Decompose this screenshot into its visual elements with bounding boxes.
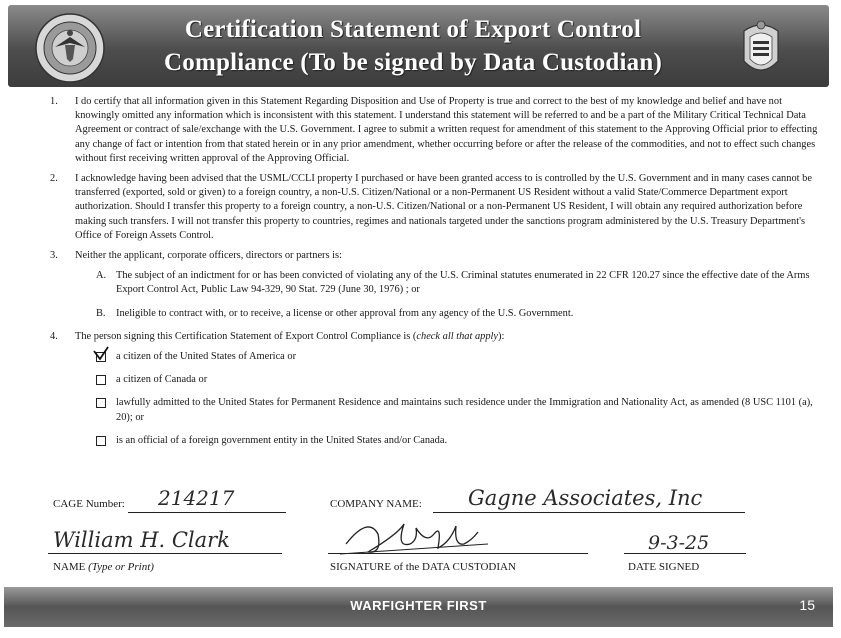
sub-item-a <box>30 269 820 297</box>
item-number: 2. <box>50 173 58 185</box>
checkbox-label: a citizen of the United States of America or <box>116 351 297 363</box>
checkbox-permanent-resident[interactable] <box>30 396 820 424</box>
checkmark-icon <box>92 346 110 362</box>
company-name-value[interactable]: Gagne Associates, Inc <box>468 486 703 510</box>
item-number: 1. <box>50 96 58 107</box>
title-banner <box>8 5 829 87</box>
checkbox-label: lawfully admitted to the United States for Permanent Residence and maintains such residence under the Immigration and Nationality Act, as amended (8 USC 1101 (a), 20); or <box>116 397 813 423</box>
sub-item-letter: B. <box>96 307 106 319</box>
statement-item-1 <box>30 95 820 166</box>
checkbox-box[interactable] <box>96 436 106 446</box>
item-text: I do certify that all information given in this Statement Regarding Disposition and Use of Property is true and correct to the best of my knowledge and belief and have not knowingly omitted any information which is inconsistent with this statement. I understand this statement will be referred to and be a part of the Military Critical Technical Data Agreement or contract of sale/exchange with the U.S. Government. I agree to submit a written request for amendment of this statement to the Approving Official prior to effecting any change of fact or intention from that stated herein or in any prior amendment, whether occurring before or after the release of the commodities, and not to effect such changes without first receiving written approval of the Approving Official. <box>75 96 818 164</box>
sub-item-letter: A. <box>96 270 107 282</box>
company-name-label: COMPANY NAME: <box>330 498 422 510</box>
page-number: 15 <box>799 597 815 613</box>
sub-item-text: The subject of an indictment for or has been convicted of violating any of the U.S. Criminal statutes enumerated in 22 CFR 120.27 since the effective date of the Arms Export Control Act, Public Law 94-329, 90 Stat. 729 (June 30, 1976) ; or <box>116 270 810 296</box>
name-label <box>53 561 154 573</box>
item-text: Neither the applicant, corporate officers, directors or partners is: <box>75 250 342 262</box>
item-number: 4. <box>50 330 58 342</box>
signature-block <box>48 480 768 580</box>
checkbox-box[interactable] <box>96 375 106 385</box>
dla-badge-icon <box>736 17 786 81</box>
cage-number-value[interactable]: 214217 <box>158 486 235 510</box>
statement-item-3 <box>30 249 820 263</box>
date-signed-value[interactable]: 9-3-25 <box>648 532 710 554</box>
item-text: I acknowledge having been advised that the USML/CCLI property I purchased or have been granted access to is controlled by the U.S. Government and in many cases cannot be transferred (exported, sold or given) to a foreign country, a non-U.S. Citizen/National or a non-Permanent US Resident without a valid State/Commerce Department export authorization. Should I transfer this property to a foreign country, a non-U.S. Citizen/National or a non-Permanent US Resident, I will obtain any required authorization before making such transfers. I will not transfer this property to countries, regimes and nationals targeted under the sanctions program administered by the U.S. Treasury Department's Office of Foreign Assets Control. <box>75 173 812 241</box>
name-label-text: NAME <box>53 561 86 573</box>
footer-slogan: WARFIGHTER FIRST <box>350 598 487 613</box>
title-line-1: Certification Statement of Export Control <box>184 16 642 43</box>
checkbox-box[interactable] <box>96 398 106 408</box>
checkbox-label: a citizen of Canada or <box>116 374 208 386</box>
sub-item-text: Ineligible to contract with, or to receive, a license or other approval from any agency of the U.S. Government. <box>116 307 574 319</box>
checkbox-foreign-official[interactable] <box>30 434 820 448</box>
statement-body <box>30 95 820 457</box>
checkbox-label: is an official of a foreign government entity in the United States and/or Canada. <box>116 434 448 446</box>
item-text-end: ): <box>498 330 505 342</box>
dod-seal-icon <box>35 13 105 83</box>
name-line <box>48 553 282 554</box>
cage-number-line <box>128 512 286 513</box>
checkbox-canada-citizen[interactable] <box>30 373 820 387</box>
item-number: 3. <box>50 250 58 262</box>
statement-item-2 <box>30 172 820 243</box>
name-label-hint: (Type or Print) <box>88 561 154 573</box>
checkbox-us-citizen[interactable] <box>30 350 820 364</box>
date-line <box>624 553 746 554</box>
signature-line <box>328 553 588 554</box>
title-line-2: Compliance (To be signed by Data Custodian) <box>163 49 663 76</box>
item-text: The person signing this Certification Statement of Export Control Compliance is ( <box>75 330 417 342</box>
cage-number-label: CAGE Number: <box>53 498 125 510</box>
item-text-emphasis: check all that apply <box>416 330 499 342</box>
page-title <box>103 13 723 79</box>
sub-item-b <box>30 307 820 321</box>
name-value[interactable]: William H. Clark <box>53 528 230 552</box>
date-signed-label: DATE SIGNED <box>628 561 700 573</box>
signature-label: SIGNATURE of the DATA CUSTODIAN <box>330 561 516 573</box>
company-name-line <box>433 512 745 513</box>
footer-bar <box>4 587 833 627</box>
statement-item-4 <box>30 330 820 344</box>
